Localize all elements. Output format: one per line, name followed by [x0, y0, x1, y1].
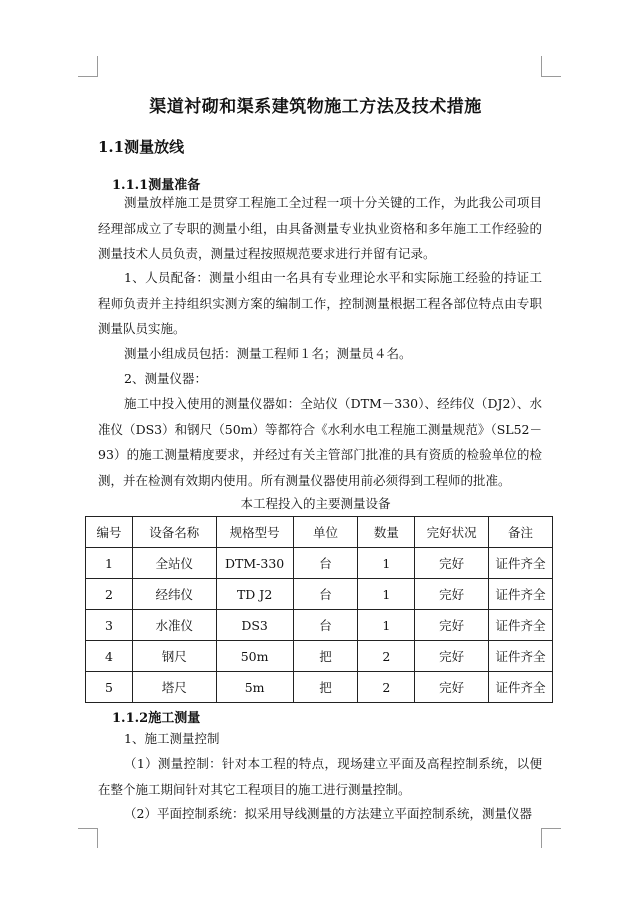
cell-qty: 1: [358, 548, 415, 579]
cell-unit: 台: [293, 548, 358, 579]
crop-mark-top-left-h: [78, 76, 98, 77]
col-header-unit: 单位: [293, 517, 358, 548]
cell-model: 50m: [216, 641, 293, 672]
cell-note: 证件齐全: [489, 641, 553, 672]
cell-id: 3: [86, 610, 133, 641]
equipment-table: [85, 516, 553, 703]
crop-mark-bottom-right-v: [541, 828, 542, 848]
cell-model: 5m: [216, 672, 293, 703]
table-row: [86, 548, 553, 579]
cell-id: 4: [86, 641, 133, 672]
col-header-condition: 完好状况: [415, 517, 489, 548]
cell-name: 钢尺: [132, 641, 216, 672]
cell-note: 证件齐全: [489, 548, 553, 579]
paragraph-2: 1、人员配备：测量小组由一名具有专业理论水平和实际施工经验的持证工程师负责并主持组织实测方案的编制工作，控制测量根据工程各部位特点由专职测量队员实施。: [98, 270, 542, 336]
cell-condition: 完好: [415, 579, 489, 610]
paragraph-8: （2）平面控制系统：拟采用导线测量的方法建立平面控制系统，测量仪器: [124, 806, 532, 821]
table-header-row: [86, 517, 553, 548]
crop-mark-bottom-left-v: [97, 828, 98, 848]
cell-condition: 完好: [415, 672, 489, 703]
col-header-name: 设备名称: [132, 517, 216, 548]
table-row: [86, 672, 553, 703]
crop-mark-top-right-h: [541, 76, 561, 77]
document-title: 渠道衬砌和渠系建筑物施工方法及技术措施: [149, 97, 482, 117]
col-header-qty: 数量: [358, 517, 415, 548]
paragraph-1: 测量放样施工是贯穿工程施工全过程一项十分关键的工作，为此我公司项目经理部成立了专职的测量小组，由具备测量专业执业资格和多年施工工作经验的测量技术人员负责，测量过程按照规范要求进行并留有记录。: [98, 195, 542, 261]
cell-name: 全站仪: [132, 548, 216, 579]
cell-name: 水准仪: [132, 610, 216, 641]
table-row: [86, 610, 553, 641]
crop-mark-top-left-v: [97, 56, 98, 77]
table-caption: 本工程投入的主要测量设备: [240, 496, 391, 511]
cell-id: 2: [86, 579, 133, 610]
cell-note: 证件齐全: [489, 672, 553, 703]
cell-model: DS3: [216, 610, 293, 641]
subsection-heading-2: 1.1.2施工测量: [112, 711, 201, 726]
cell-note: 证件齐全: [489, 610, 553, 641]
paragraph-5: 施工中投入使用的测量仪器如：全站仪（DTM－330）、经纬仪（DJ2）、水准仪（DS3）和钢尺（50m）等都符合《水利水电工程施工测量规范》（SL52－93）的施工测量精度要求，并经过有关主管部门批准的具有资质的检验单位的检测，并在检测有效期内使用。所有测量仪器使用前必须得到工程师的批准。: [98, 396, 542, 488]
crop-mark-bottom-right-h: [541, 828, 561, 829]
cell-qty: 1: [358, 579, 415, 610]
section-heading: 1.1测量放线: [98, 138, 185, 156]
subsection-heading-1: 1.1.1测量准备: [112, 178, 201, 193]
crop-mark-bottom-left-h: [78, 828, 98, 829]
cell-qty: 2: [358, 641, 415, 672]
cell-unit: 把: [293, 672, 358, 703]
cell-unit: 台: [293, 579, 358, 610]
cell-qty: 1: [358, 610, 415, 641]
paragraph-4: 2、测量仪器：: [124, 371, 207, 386]
cell-condition: 完好: [415, 610, 489, 641]
cell-id: 1: [86, 548, 133, 579]
cell-model: TD J2: [216, 579, 293, 610]
col-header-model: 规格型号: [216, 517, 293, 548]
cell-model: DTM-330: [216, 548, 293, 579]
table-row: [86, 641, 553, 672]
paragraph-7: （1）测量控制：针对本工程的特点，现场建立平面及高程控制系统，以便在整个施工期间针对其它工程项目的施工进行测量控制。: [98, 756, 542, 797]
paragraph-3: 测量小组成员包括：测量工程师１名；测量员４名。: [124, 346, 412, 361]
cell-name: 塔尺: [132, 672, 216, 703]
col-header-note: 备注: [489, 517, 553, 548]
cell-unit: 台: [293, 610, 358, 641]
table-row: [86, 579, 553, 610]
cell-note: 证件齐全: [489, 579, 553, 610]
cell-id: 5: [86, 672, 133, 703]
crop-mark-top-right-v: [541, 56, 542, 77]
cell-unit: 把: [293, 641, 358, 672]
col-header-id: 编号: [86, 517, 133, 548]
cell-condition: 完好: [415, 641, 489, 672]
cell-condition: 完好: [415, 548, 489, 579]
paragraph-6: 1、施工测量控制: [124, 731, 220, 746]
cell-qty: 2: [358, 672, 415, 703]
cell-name: 经纬仪: [132, 579, 216, 610]
